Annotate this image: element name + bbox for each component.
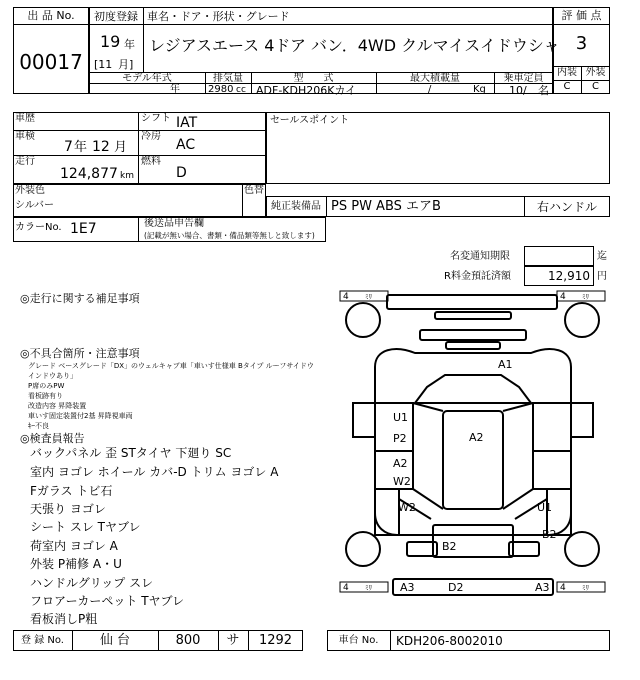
inspector-line: 外装 P補修 A・U [30,557,122,571]
tire-label-fl: 4 [343,292,349,302]
color-no: 1E7 [70,221,97,237]
interior-grade: C [563,81,571,92]
exterior-grade: C [592,81,599,92]
lot-label: 出 品 No. [27,9,75,22]
lot-number: 00017 [19,50,83,74]
mileage-unit: km [120,171,134,181]
inspection-year: 7 [64,139,73,155]
grade-value: 3 [575,33,588,54]
first-reg-month: [11 [94,58,113,71]
model-year-label: モデル年式 [122,73,172,84]
first-reg-label: 初度登録 [94,10,138,23]
recycle-unit: 円 [597,271,607,282]
tire-unit: ﾐﾘ [365,293,372,301]
inspection-month: 12 [92,139,110,155]
interior-label: 内装 [557,67,577,78]
name-change-field [524,246,594,266]
exterior-label: 外装 [585,67,606,78]
damage-mark: P2 [393,432,407,445]
damage-mark: D2 [448,581,464,594]
inspector-line: 荷室内 ヨゴレ A [30,539,118,553]
fuel-label: 燃料 [141,156,161,167]
type-label: 型 式 [293,73,334,84]
inspection-label: 車検 [15,131,35,142]
tire-unit: ﾐﾘ [582,293,589,301]
damage-mark: W2 [393,475,411,488]
damage-mark: U1 [537,501,553,514]
equipment: PS PW ABS エアB [331,199,441,214]
displacement: 2980 [208,84,234,95]
aftermarket-label: 後送品申告欄 [144,218,204,229]
car-name-label: 車名・ドア・形状・グレード [147,10,290,23]
model-year-unit: 年 [170,84,180,95]
grade-label: 評 価 点 [561,9,602,22]
aircon: AC [176,137,196,153]
capacity-slash: / [523,84,527,97]
defect-line: 改造内容 昇降装置 [28,402,87,410]
max-load-slash: / [428,84,432,95]
defect-line: P席のみPW [28,382,65,390]
shift: IAT [176,115,198,131]
damage-mark: A3 [400,581,415,594]
name-change-label: 名変通知期限 [450,251,510,262]
displacement-unit: cc [236,85,246,95]
model-type: ADF-KDH206Kカイ [256,84,357,97]
tire-unit: ﾐﾘ [365,584,372,592]
chassis-label: 車台 No. [338,635,379,646]
damage-mark: W2 [398,501,416,514]
shift-label: シフト [141,113,171,124]
year-unit: 年 [124,38,135,51]
exterior-color-label: 外装色 [15,185,45,196]
equipment-label: 純正装備品 [271,201,321,212]
defect-line: インドウあり」 [28,372,77,380]
inspection-year-unit: 年 [74,140,88,155]
damage-mark: A3 [535,581,550,594]
capacity-label: 乗車定員 [503,73,544,84]
reg-area: 仙 台 [99,633,131,648]
inspector-line: フロアーカーペット Tヤブレ [30,594,185,608]
chassis-number: KDH206-8002010 [396,634,503,648]
history-label: 車歴 [15,113,35,124]
reg-kana: サ [226,633,240,648]
recycle-amount: 12,910 [548,269,590,283]
defect-line: 車いす固定装置付2基 昇降視車両 [28,412,133,420]
exterior-color: シルバー [15,200,55,211]
car-name: レジアスエース 4ドア バン．4WD クルマイスイドウシャ [149,36,560,55]
inspector-line: 天張り ヨゴレ [30,502,106,516]
first-reg-year: 19 [100,32,121,51]
mileage-label: 走行 [15,156,35,167]
color-change-label: 色替 [244,185,264,196]
tire-label-fr: 4 [560,292,566,302]
month-unit: 月] [118,58,134,71]
fuel: D [176,165,187,181]
aftermarket-note: (記載が無い場合、書類・備品類等無しと致します) [144,231,315,240]
max-load-unit: Kg [473,84,486,95]
capacity: 10 [509,84,523,97]
damage-mark: B2 [542,528,557,541]
damage-mark: A1 [498,358,513,371]
recycle-label: R料金預託済額 [444,271,511,282]
mileage: 124,877 [60,166,118,182]
inspector-title: ◎検査員報告 [20,432,85,445]
tire-label-rl: 4 [343,583,349,593]
reg-number: 1292 [258,633,293,648]
inspector-line: シート スレ Tヤブレ [30,520,141,534]
specs-box [13,112,266,184]
damage-mark: A2 [393,457,408,470]
tire-label-rr: 4 [560,583,566,593]
displacement-label: 排気量 [213,73,243,84]
inspector-line: Fガラス トビ石 [30,484,113,498]
defect-line: 看板跡有り [28,392,63,400]
inspector-line: 看板消しP粗 [30,612,98,626]
inspector-line: ハンドルグリップ スレ [30,576,154,590]
sales-point-label: セールスポイント [270,115,350,126]
max-load-label: 最大積載量 [410,73,460,84]
reg-class: 800 [175,633,201,648]
defect-line: ｷｰ不良 [28,422,49,430]
reg-label: 登 録 No. [21,635,64,646]
inspection-month-unit: 月 [114,140,128,155]
damage-mark: A2 [469,431,484,444]
defects-title: ◎不具合箇所・注意事項 [20,347,140,360]
inspector-line: バックパネル 歪 STタイヤ 下廻り SC [30,446,232,460]
capacity-unit: 名 [538,84,549,97]
aircon-label: 冷房 [141,131,161,142]
color-no-label: カラーNo. [15,222,62,233]
damage-mark: B2 [442,540,457,553]
inspector-line: 室内 ヨゴレ ホイール カバ-D トリム ヨゴレ A [30,465,279,479]
driving-notes-title: ◎走行に関する補足事項 [20,292,140,305]
defect-line: グレード ベースグレード「DX」のウェルキャブ車「車いす仕様車 Bタイプ ルーフサイドウ [28,362,314,370]
name-change-unit: 迄 [597,251,607,262]
steering: 右ハンドル [536,200,597,214]
tire-unit: ﾐﾘ [582,584,589,592]
vehicle-damage-diagram [335,287,610,605]
damage-mark: U1 [393,411,409,424]
